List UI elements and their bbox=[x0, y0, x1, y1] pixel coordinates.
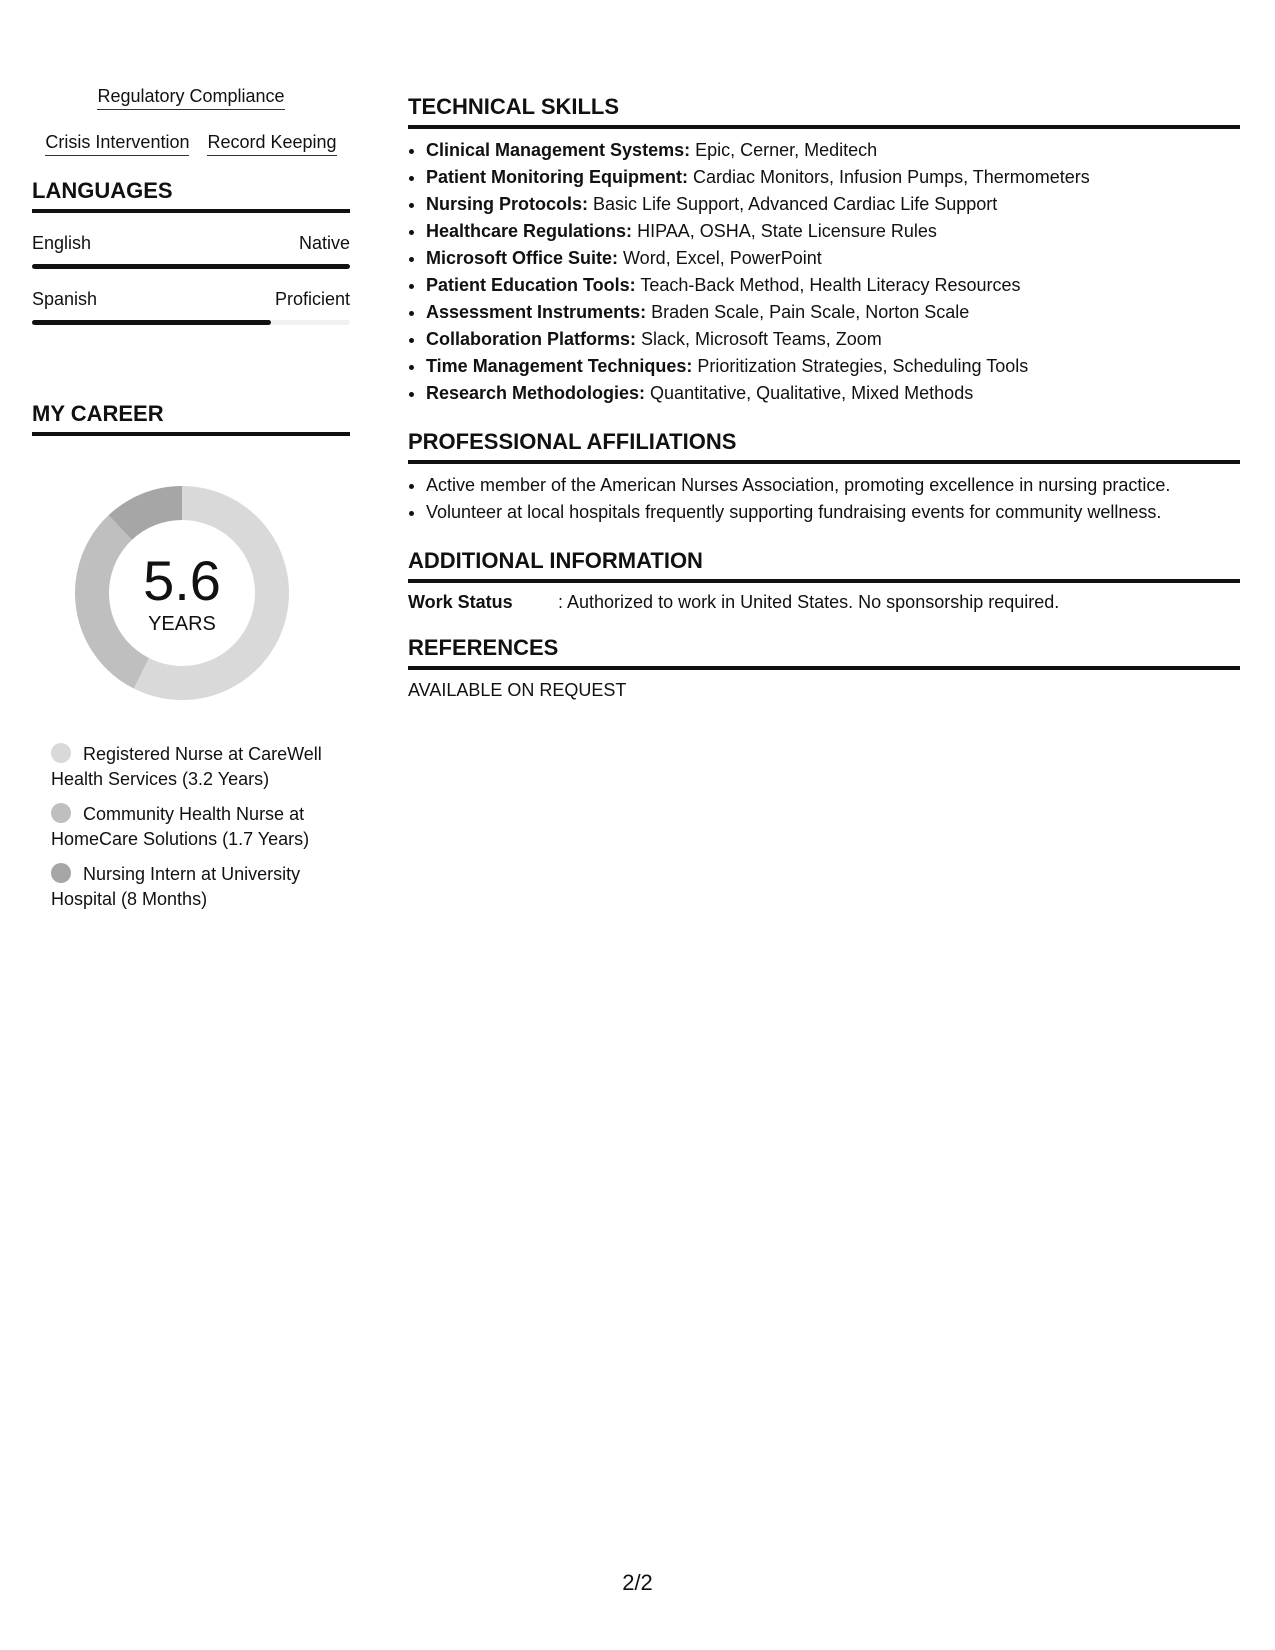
language-name: English bbox=[32, 233, 92, 253]
career-total-years: 5.6 bbox=[143, 548, 221, 612]
work-status-row bbox=[408, 592, 1240, 613]
language-proficiency-bar bbox=[32, 320, 350, 325]
language-name: Spanish bbox=[32, 289, 98, 309]
legend-dot-icon bbox=[51, 803, 71, 823]
list-item: • Active member of the American Nurses Association, promoting excellence in nursing practice. bbox=[426, 472, 1240, 499]
language-proficiency-bar bbox=[32, 264, 350, 269]
language-level: Proficient bbox=[274, 289, 350, 309]
career-heading: MY CAREER bbox=[32, 401, 350, 436]
list-item: • Patient Education Tools: Teach-Back Method, Health Literacy Resources bbox=[426, 272, 1240, 299]
list-item: • Nursing Protocols: Basic Life Support, Advanced Cardiac Life Support bbox=[426, 191, 1240, 218]
work-status-value: : Authorized to work in United States. No sponsorship required. bbox=[558, 592, 1060, 612]
main-content bbox=[408, 94, 1240, 701]
list-item: • Healthcare Regulations: HIPAA, OSHA, State Licensure Rules bbox=[426, 218, 1240, 245]
list-item: • Microsoft Office Suite: Word, Excel, PowerPoint bbox=[426, 245, 1240, 272]
career-legend-item bbox=[51, 862, 331, 912]
page-number: 2/2 bbox=[622, 1570, 653, 1595]
list-item: • Time Management Techniques: Prioritization Strategies, Scheduling Tools bbox=[426, 353, 1240, 380]
legend-dot-icon bbox=[51, 743, 71, 763]
skill-tags-row-1 bbox=[32, 86, 350, 110]
legend-dot-icon bbox=[51, 863, 71, 883]
list-item: • Patient Monitoring Equipment: Cardiac Monitors, Infusion Pumps, Thermometers bbox=[426, 164, 1240, 191]
references-heading: REFERENCES bbox=[408, 635, 1240, 670]
list-item: • Volunteer at local hospitals frequently supporting fundraising events for community wellness. bbox=[426, 499, 1240, 526]
career-role: Community Health Nurse at HomeCare Solutions (1.7 Years) bbox=[51, 804, 310, 849]
career-legend bbox=[51, 742, 331, 912]
language-level: Native bbox=[298, 233, 350, 253]
skill-tag: Record Keeping bbox=[207, 132, 336, 156]
skill-tags-row-2 bbox=[32, 132, 350, 156]
languages-heading: LANGUAGES bbox=[32, 178, 350, 213]
technical-skills-list bbox=[408, 137, 1240, 407]
career-donut-chart bbox=[67, 478, 297, 708]
references-text: AVAILABLE ON REQUEST bbox=[408, 680, 627, 700]
list-item: • Clinical Management Systems: Epic, Cerner, Meditech bbox=[426, 137, 1240, 164]
affiliations-heading: PROFESSIONAL AFFILIATIONS bbox=[408, 429, 1240, 464]
career-role: Nursing Intern at University Hospital (8 Months) bbox=[51, 864, 301, 909]
career-role: Registered Nurse at CareWell Health Services (3.2 Years) bbox=[51, 744, 322, 789]
affiliations-list bbox=[408, 472, 1240, 526]
work-status-label: Work Status bbox=[408, 592, 513, 612]
career-legend-item bbox=[51, 802, 331, 852]
list-item: • Research Methodologies: Quantitative, Qualitative, Mixed Methods bbox=[426, 380, 1240, 407]
language-proficiency-fill bbox=[32, 264, 350, 269]
skill-tag: Regulatory Compliance bbox=[97, 86, 284, 110]
language-english bbox=[32, 233, 350, 269]
language-proficiency-fill bbox=[32, 320, 271, 325]
career-total-unit: YEARS bbox=[148, 612, 216, 635]
technical-skills-heading: TECHNICAL SKILLS bbox=[408, 94, 1240, 129]
language-spanish bbox=[32, 289, 350, 325]
additional-info-heading: ADDITIONAL INFORMATION bbox=[408, 548, 1240, 583]
list-item: • Assessment Instruments: Braden Scale, Pain Scale, Norton Scale bbox=[426, 299, 1240, 326]
skill-tag: Crisis Intervention bbox=[45, 132, 189, 156]
career-legend-item bbox=[51, 742, 331, 792]
list-item: • Collaboration Platforms: Slack, Microsoft Teams, Zoom bbox=[426, 326, 1240, 353]
sidebar bbox=[32, 86, 350, 922]
